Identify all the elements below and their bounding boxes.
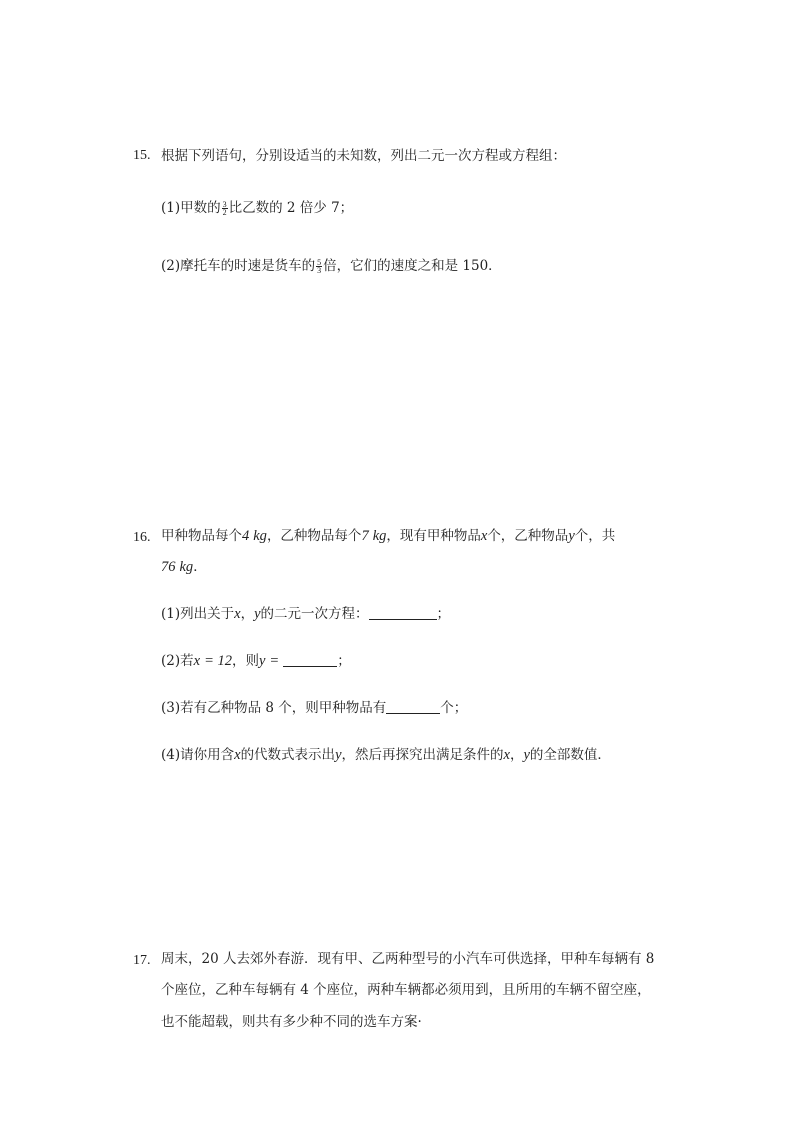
- question-15-part-1: [161, 198, 353, 218]
- q15-p1-label: (1)甲数的: [161, 200, 221, 216]
- q15-p2-label: (2)摩托车的时速是货车的: [161, 258, 316, 274]
- answer-blank-3[interactable]: [386, 699, 440, 714]
- question-17-number: 17.: [133, 953, 151, 968]
- question-17-line-1: 周末，20 人去郊外春游．现有甲、乙两种型号的小汽车可供选择，甲种车每辆有 8: [161, 951, 655, 967]
- fraction-3-2: $\frac{3}{2}$: [222, 200, 227, 217]
- answer-blank-2[interactable]: [283, 652, 337, 667]
- question-16-part-2: (2)若x = 12，则y = ；: [161, 653, 351, 669]
- question-16-stem-line-1: 甲种物品每个4 kg，乙种物品每个7 kg，现有甲种物品x个，乙种物品y个，共: [161, 528, 616, 544]
- question-15-part-2: [161, 256, 502, 276]
- question-15-number: 15.: [133, 148, 151, 163]
- q15-p2-text: 倍，它们的速度之和是 150．: [323, 258, 502, 274]
- q15-p1-text: 比乙数的 2 倍少 7；: [228, 200, 354, 216]
- question-16-part-3: (3)若有乙种物品 8 个，则甲种物品有 个；: [161, 700, 468, 716]
- question-16-number: 16.: [133, 530, 151, 545]
- question-17-line-2: 个座位，乙种车每辆有 4 个座位，两种车辆都必须用到，且所用的车辆不留空座，: [161, 982, 651, 998]
- question-17-line-3: 也不能超载，则共有多少种不同的选车方案·: [161, 1014, 422, 1030]
- question-16-part-1: (1)列出关于x，y的二元一次方程： ；: [161, 606, 450, 622]
- fraction-5-3: $\frac{5}{3}$: [317, 258, 322, 275]
- answer-blank-1[interactable]: [369, 605, 437, 620]
- question-16-stem-line-2: 76 kg．: [161, 559, 207, 575]
- question-16-part-4: (4)请你用含x的代数式表示出y，然后再探究出满足条件的x，y的全部数值．: [161, 747, 611, 763]
- question-15-stem: 根据下列语句，分别设适当的未知数，列出二元一次方程或方程组：: [161, 148, 566, 164]
